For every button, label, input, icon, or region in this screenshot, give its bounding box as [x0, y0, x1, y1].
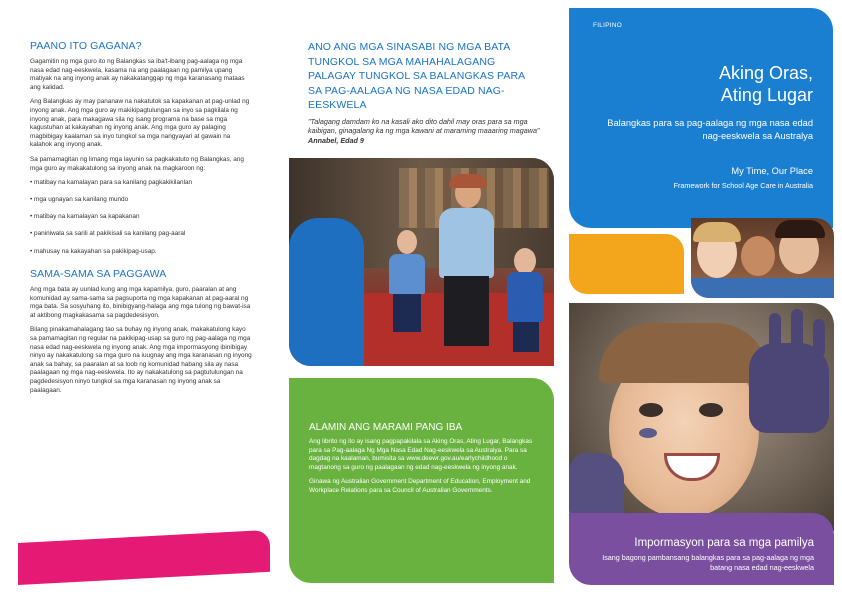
left-column: [30, 40, 252, 401]
learn-more-text: Ang librito ng ito ay isang pagpapakilala sa Aking Oras, Ating Lugar, Balangkas para sa Pag-aalaga Ng Mga Nasa Edad Nag-eeskwela sa Australya. Para sa dagdag na kaalaman, bumisita sa www.deewr.gov.au/earlychildhood o magtanong sa guro ng paalagaan ng edad nag-eeskwela ng inyong anak.: [309, 438, 533, 471]
child-quote: "Talagang damdam ko na kasali ako dito dahil may oras para sa mga kaibigan, ginagalang ka ng mga kawani at maraming maaaring magawa" Annabel, Edad 9: [308, 116, 540, 145]
list-item: • matibay na kamalayan para sa kanilang pagkakikilanlan: [30, 179, 193, 187]
pink-decorative-shape: [18, 530, 270, 585]
paragraph: Sa pamamagitan ng limang mga layunin sa pagkakatuto ng Balangkas, ang mga guro ay makakatulong sa inyong anak na magkaroon ng:: [30, 155, 244, 172]
paragraph: Gagamitin ng mga guro ito ng Balangkas sa iba't-ibang pag-aalaga ng mga nasa edad nag-eeskwela, kasama na ang paalagaan ng pamilya upang matiyak na ang inyong anak ay nakakatanggap ng mga karanasang mataas ang kalidad.: [30, 58, 245, 91]
learn-more-panel: [289, 378, 554, 583]
middle-column: [308, 40, 540, 145]
classroom-photo: [289, 158, 554, 366]
paragraph: Ang Balangkas ay may pananaw na nakatutok sa kapakanan at pag-unlad ng inyong anak. Ang mga guro ay makikipagtulungan sa inyo sa pagkilala ng inyong anak, para makagawa sila ng isang programa na base sa mga kagustuhan at kakayahan ng inyong anak. Ang mga guro ay palaging magbibigay kaalaman sa inyo tungkol sa mga nangyayari at gawain na kalahok ang inyong anak.: [30, 98, 250, 149]
learn-more-heading: ALAMIN ANG MARAMI PANG IBA: [309, 422, 463, 433]
children-group-photo: [691, 218, 834, 298]
list-item: • mahusay na kakayahan sa pakikipag-usap.: [30, 247, 157, 255]
orange-decorative-shape: [569, 234, 684, 294]
english-subtitle: Framework for School Age Care in Australia: [673, 181, 813, 190]
quote-author: Annabel, Edad 9: [308, 135, 364, 145]
english-title: My Time, Our Place: [731, 166, 813, 176]
cover-title: Aking Oras, Ating Lugar: [718, 63, 813, 105]
family-info-panel: [569, 513, 834, 585]
list-item: • matibay na kamalayan sa kapakanan: [30, 213, 140, 221]
paragraph: Ang mga bata ay uunlad kung ang mga kapamilya, guro, paaralan at ang komunidad ay sama-sama sa pagsuporta ng mga kapakanan at pag-aaral ng mga bata. Sa sosyuhang ito, binibigyang-halaga ang mga tulong ng bawat-isa at aktibong magkakasama sa pagdedesisyon.: [30, 286, 251, 319]
paragraph: Bilang pinakamahalagang tao sa buhay ng inyong anak, makakatulong kayo sa pamamagitan ng regular na pakikipag-usap sa guro ng pag-aalaga ng mga nasa edad nag-eeskwela ng inyong anak. Ang mga impormasyong ibinibigay ninyo ay nakakatulong sa mga guro na iuugnay ang mga karanasan ng inyong anak sa bahay, sa paaralan at sa loob ng komunidad habang sila ay nasa paalagaan ng mga nag-eeskwela. Ito ay nakakatulong sa pagtutulungan na pagdedesisyon ninyo tungkol sa mga karanasan ng inyong anak sa paalagaan.: [30, 326, 252, 394]
list-item: • mga ugnayan sa kanilang mundo: [30, 196, 129, 204]
cover-title-panel: [569, 8, 833, 228]
child-painted-hands-photo: [569, 303, 834, 531]
language-label: FILIPINO: [593, 22, 623, 29]
heading-working-together: SAMA-SAMA SA PAGGAWA: [30, 268, 167, 281]
cover-subtitle: Balangkas para sa pag-aalaga ng mga nasa edad nag-eeskwela sa Australya: [607, 118, 813, 141]
heading-how-it-works: PAANO ITO GAGANA?: [30, 40, 142, 52]
outcomes-list: [30, 179, 252, 256]
family-info-title: Impormasyon para sa mga pamilya: [634, 537, 814, 549]
list-item: • paniniwala sa sarili at pakikisali sa kanilang pag-aaral: [30, 230, 186, 238]
heading-children-say: ANO ANG MGA SINASABI NG MGA BATA TUNGKOL SA MGA MAHAHALAGANG PALAGAY TUNGKOL SA BALANGKAS PARA SA PAG-AALAGA NG NASA EDAD NAG-EESKWELA: [308, 41, 525, 111]
family-info-subtitle: Isang bagong pambansang balangkas para sa pag-aalaga ng mga batang nasa edad nag-eeskwela: [602, 553, 814, 572]
produced-by-text: Ginawa ng Australian Government Department of Education, Employment and Workplace Relations para sa Council of Australian Governments.: [309, 478, 531, 494]
